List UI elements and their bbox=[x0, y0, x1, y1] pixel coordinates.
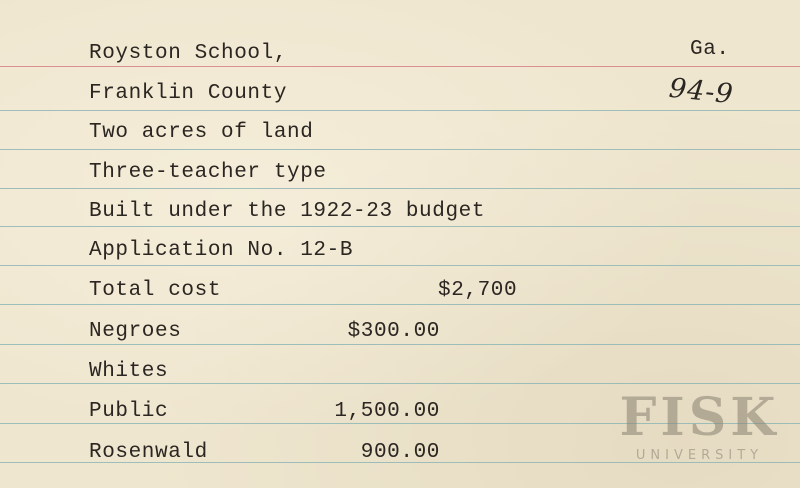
handwritten-number: 94-9 bbox=[667, 72, 736, 111]
total-cost-label: Total cost bbox=[89, 279, 222, 302]
watermark-subtitle: UNIVERSITY bbox=[635, 448, 764, 463]
card-rule bbox=[0, 304, 800, 305]
budget-line: Built under the 1922-23 budget bbox=[89, 200, 486, 223]
fisk-university-watermark bbox=[612, 387, 787, 470]
application-line: Application No. 12-B bbox=[89, 239, 354, 262]
card-rule bbox=[0, 188, 800, 189]
card-rule bbox=[0, 265, 800, 266]
state-abbreviation: Ga. bbox=[690, 38, 730, 61]
type-line: Three-teacher type bbox=[89, 161, 327, 184]
card-rule bbox=[0, 344, 800, 345]
header-rule bbox=[0, 66, 800, 67]
funding-label-whites: Whites bbox=[89, 360, 169, 383]
funding-amount-negroes: $300.00 bbox=[347, 320, 440, 343]
land-line: Two acres of land bbox=[89, 121, 314, 144]
school-name: Royston School, bbox=[89, 42, 288, 65]
card-rule bbox=[0, 110, 800, 111]
card-rule bbox=[0, 149, 800, 150]
county-line: Franklin County bbox=[89, 82, 288, 105]
watermark-name: FISK bbox=[619, 387, 780, 448]
card-rule bbox=[0, 226, 800, 227]
funding-amount-public: 1,500.00 bbox=[334, 400, 440, 423]
funding-label-negroes: Negroes bbox=[89, 320, 182, 343]
funding-label-rosenwald: Rosenwald bbox=[89, 441, 208, 464]
funding-label-public: Public bbox=[89, 400, 169, 423]
funding-amount-rosenwald: 900.00 bbox=[360, 441, 440, 464]
total-cost-amount: $2,700 bbox=[438, 279, 518, 302]
